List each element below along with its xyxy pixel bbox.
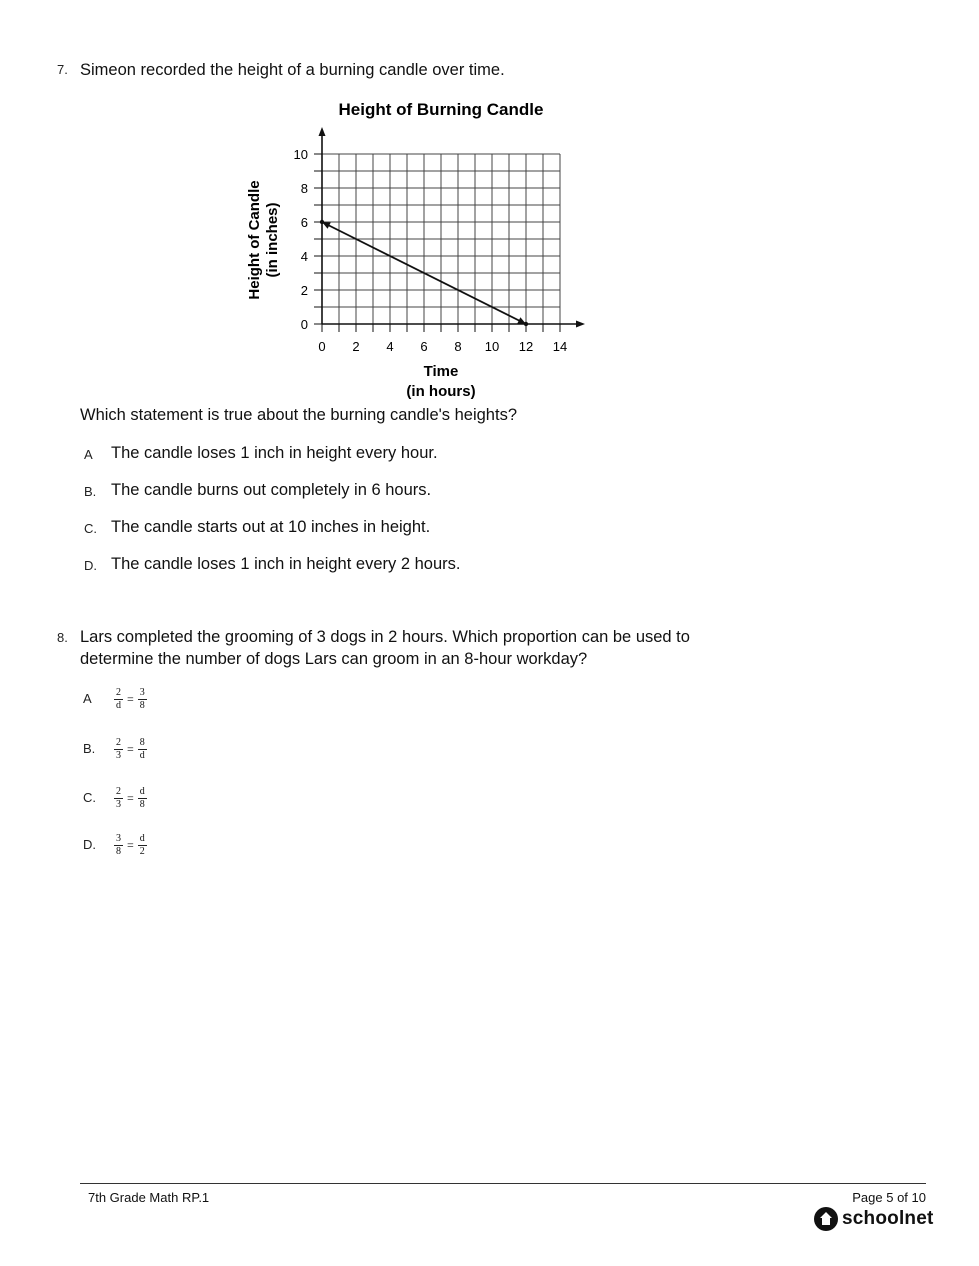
chart-title: Height of Burning Candle: [338, 100, 544, 119]
option-proportion: $\frac{2}{3}$ = $\frac{d}{8}$: [116, 786, 145, 810]
y-axis-label-line2: (in inches): [264, 202, 281, 278]
schoolnet-wordmark: schoolnet: [842, 1208, 934, 1229]
option-text: The candle loses 1 inch in height every 2 hours.: [111, 555, 461, 573]
x-tick-label: 8: [454, 339, 462, 354]
q8-prompt-line1: Lars completed the grooming of 3 dogs in 2 hours. Which proportion can be used to: [80, 628, 690, 646]
option-letter: C.: [84, 521, 97, 536]
q8-prompt-line2: determine the number of dogs Lars can groom in an 8-hour workday?: [80, 650, 588, 668]
y-axis-arrow: [319, 127, 326, 136]
x-axis-label-line1: Time: [423, 363, 459, 380]
y-tick-label: 8: [300, 181, 308, 196]
y-tick-label: 4: [300, 249, 308, 264]
x-axis-arrow: [576, 321, 585, 328]
x-tick-label: 10: [484, 339, 500, 354]
q7-number: 7.: [57, 62, 68, 77]
y-tick-label: 6: [300, 215, 308, 230]
footer-divider: [80, 1183, 926, 1184]
x-tick-label: 12: [518, 339, 534, 354]
schoolnet-logo-icon: [813, 1206, 839, 1232]
x-tick-label: 6: [420, 339, 428, 354]
y-axis-label-line1: Height of Candle: [246, 180, 263, 300]
x-axis-label-line2: (in hours): [406, 383, 476, 400]
footer-course: 7th Grade Math RP.1: [88, 1190, 210, 1205]
y-tick-label: 10: [293, 147, 308, 162]
option-letter: A: [83, 691, 92, 706]
candle-chart: [0, 0, 979, 410]
option-text: The candle loses 1 inch in height every hour.: [111, 444, 438, 462]
y-tick-label: 2: [300, 283, 308, 298]
q7-question: Which statement is true about the burning candle's heights?: [80, 406, 517, 424]
option-letter: A: [84, 447, 93, 462]
y-tick-label: 0: [300, 317, 308, 332]
x-tick-label: 0: [318, 339, 326, 354]
option-letter: D.: [84, 558, 97, 573]
q8-number: 8.: [57, 630, 68, 645]
y-tick-labels: [294, 147, 308, 332]
option-text: The candle burns out completely in 6 hours.: [111, 481, 432, 499]
option-proportion: $\frac{2}{d}$ = $\frac{3}{8}$: [116, 687, 145, 711]
chart-axes: [314, 127, 585, 332]
x-tick-labels: [318, 339, 567, 354]
q7-prompt: Simeon recorded the height of a burning candle over time.: [80, 61, 505, 79]
option-letter: B.: [83, 741, 96, 756]
option-letter: C.: [83, 790, 96, 805]
x-tick-label: 2: [352, 339, 360, 354]
schoolnet-logo: [813, 1206, 934, 1232]
option-proportion: $\frac{2}{3}$ = $\frac{8}{d}$: [116, 737, 145, 761]
footer-page-number: Page 5 of 10: [852, 1190, 926, 1205]
option-proportion: $\frac{3}{8}$ = $\frac{d}{2}$: [116, 833, 145, 857]
option-letter: D.: [83, 837, 96, 852]
option-letter: B.: [84, 484, 97, 499]
x-tick-label: 14: [552, 339, 568, 354]
option-text: The candle starts out at 10 inches in height.: [111, 518, 431, 536]
x-tick-label: 4: [386, 339, 394, 354]
